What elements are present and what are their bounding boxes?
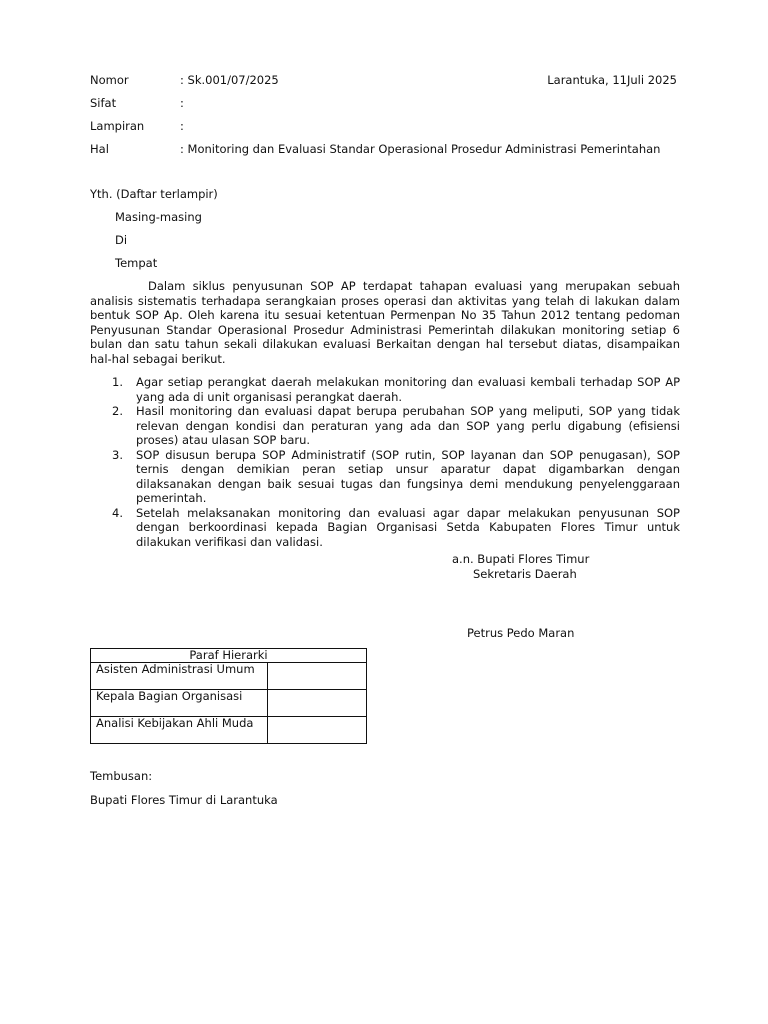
lampiran-label: Lampiran xyxy=(90,119,145,133)
list-item-number: 2. xyxy=(112,404,123,418)
list-item-number: 3. xyxy=(112,447,123,462)
list-item-text: Hasil monitoring dan evaluasi dapat berupa perubahan SOP yang meliputi, SOP yang tidak relevan dengan kondisi dan peraturan yang ada dan SOP yang perlu digabung (efisiensi proses) atau ulasan SOP baru. xyxy=(136,404,680,447)
list-item xyxy=(90,404,680,448)
signature-title-1: a.n. Bupati Flores Timur xyxy=(452,552,590,566)
sifat-value: : xyxy=(180,96,184,110)
tembusan-item: Bupati Flores Timur di Larantuka xyxy=(90,793,278,807)
list-item-text: SOP disusun berupa SOP Administratif (SOP rutin, SOP layanan dan SOP penugasan), SOP ternis dengan demikian peran setiap unsur aparatur dapat digambarkan dengan dilaksanakan dengan baik sesuai tugas dan fungsinya demi mendukung penyelenggaraan pemerintah. xyxy=(136,447,680,505)
tembusan-label: Tembusan: xyxy=(90,769,153,783)
list-item xyxy=(90,506,680,550)
paraf-role: Kepala Bagian Organisasi xyxy=(91,690,268,717)
hal-label: Hal xyxy=(90,142,109,156)
table-row xyxy=(91,663,367,690)
paraf-table-title: Paraf Hierarki xyxy=(91,649,367,663)
paraf-sign-cell xyxy=(268,690,367,717)
place-date: Larantuka, 11Juli 2025 xyxy=(547,73,677,87)
paraf-sign-cell xyxy=(268,717,367,744)
table-row xyxy=(91,690,367,717)
list-item-number: 4. xyxy=(112,505,123,520)
list-item-text: Setelah melaksanakan monitoring dan evaluasi agar dapar melakukan penyusunan SOP dengan berkoordinasi kepada Bagian Organisasi Setda Kabupaten Flores Timur untuk dilakukan verifikasi dan validasi. xyxy=(136,505,680,549)
list-item-number: 1. xyxy=(112,375,123,389)
signatory-name: Petrus Pedo Maran xyxy=(467,626,575,640)
recipient-line-3: Di xyxy=(115,233,128,247)
recipient-line-1: Yth. (Daftar terlampir) xyxy=(90,187,218,201)
signature-title-2: Sekretaris Daerah xyxy=(473,567,577,581)
table-row xyxy=(91,717,367,744)
paraf-role: Asisten Administrasi Umum xyxy=(91,663,268,690)
recipient-line-4: Tempat xyxy=(115,256,158,270)
list-item-text: Agar setiap perangkat daerah melakukan monitoring dan evaluasi kembali terhadap SOP AP yang ada di unit organisasi perangkat daerah. xyxy=(136,375,680,404)
nomor-value: : Sk.001/07/2025 xyxy=(180,73,279,87)
hal-value: : Monitoring dan Evaluasi Standar Operasional Prosedur Administrasi Pemerintahan xyxy=(180,142,661,156)
paraf-table xyxy=(90,648,367,744)
list-item xyxy=(90,448,680,506)
paraf-sign-cell xyxy=(268,663,367,690)
nomor-label: Nomor xyxy=(90,73,129,87)
intro-paragraph: Dalam siklus penyusunan SOP AP terdapat tahapan evaluasi yang merupakan sebuah analisis sistematis terhadapa serangkaian proses operasi dan aktivitas yang telah di lakukan dalam bentuk SOP Ap. Oleh karena itu sesuai ketentuan Permenpan No 35 Tahun 2012 tentang pedoman Penyusunan Standar Operasional Prosedur Administrasi Pemerintah dilakukan monitoring setiap 6 bulan dan satu tahun sekali dilakukan evaluasi Berkaitan dengan hal tersebut diatas, disampaikan hal-hal sebagai berikut. xyxy=(90,279,680,366)
point-list xyxy=(90,375,680,549)
paraf-role: Analisi Kebijakan Ahli Muda xyxy=(91,717,268,744)
list-item xyxy=(90,375,680,404)
recipient-line-2: Masing-masing xyxy=(115,210,202,224)
lampiran-value: : xyxy=(180,119,184,133)
sifat-label: Sifat xyxy=(90,96,117,110)
